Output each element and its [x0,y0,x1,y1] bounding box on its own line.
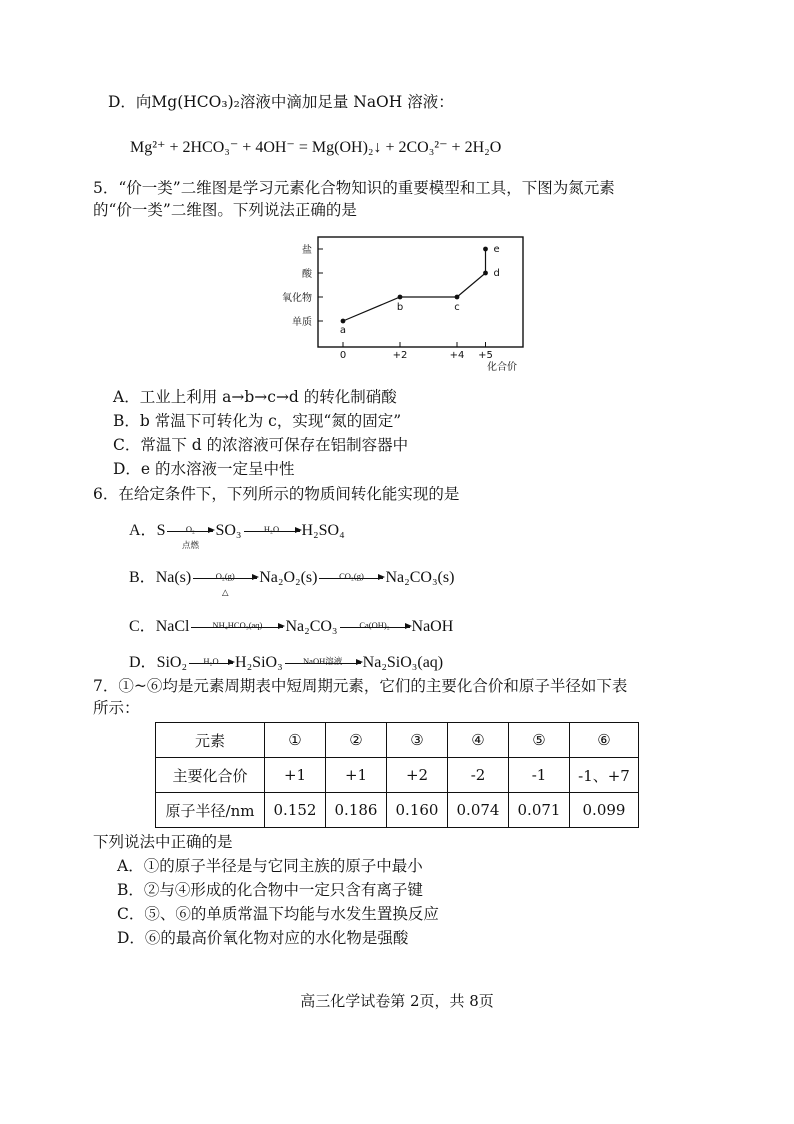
q7-option-c: C．⑤、⑥的单质常温下均能与水发生置换反应 [117,905,439,923]
q6-option-d [129,653,443,673]
table-cell: -1、+7 [570,758,639,793]
q6-a-arrow1 [167,523,213,550]
q6-b-s3: Na₂CO₃(s) [385,569,455,586]
q7-prompt: 下列说法中正确的是 [93,833,233,851]
q6-b-arrow1-bot: △ [221,586,229,597]
data-label-d: d [493,268,500,279]
table-cell: -2 [448,758,509,793]
q5-stem-line2: 的“价一类”二维图。下列说法正确的是 [93,201,357,219]
q5-option-d: D．e 的水溶液一定呈中性 [113,460,295,478]
q6-d-s2: H₂SiO₃ [235,654,283,671]
q6-c-arrow1-top: NH₄HCO₃(aq) [212,619,263,630]
table-cell: -1 [509,758,570,793]
q6-c-s3: NaOH [411,618,454,635]
q7-option-a: A．①的原子半径是与它同主族的原子中最小 [117,857,423,875]
q6-a-arrow2 [244,523,300,534]
x-tick-label: +2 [392,350,408,361]
table-cell: 0.074 [448,793,509,828]
table-row [156,793,639,828]
y-category-label: 氧化物 [282,293,312,304]
q6-d-arrow2 [285,655,361,666]
table-header-row [156,723,639,758]
q6-c-s1: NaCl [155,618,190,635]
q7-option-b: B．②与④形成的化合物中一定只含有离子键 [117,881,423,899]
data-point-e [483,247,488,252]
table-cell: 主要化合价 [156,758,265,793]
q6-option-b [129,568,455,597]
table-cell: +1 [326,758,387,793]
q7-option-d: D．⑥的最高价氧化物对应的水化物是强酸 [117,929,409,947]
table-header-cell: 元素 [156,723,265,758]
table-cell: 原子半径/nm [156,793,265,828]
table-cell: 0.160 [387,793,448,828]
table-row [156,758,639,793]
q5-option-c: C．常温下 d 的浓溶液可保存在铝制容器中 [113,436,409,454]
q6-c-arrow2 [340,619,410,630]
element-properties-table [155,722,639,828]
q6-c-arrow2-top: Ca(OH)₂ [359,619,390,630]
data-point-c [455,295,460,300]
series-line [343,273,486,321]
x-tick-label: +4 [449,350,465,361]
q6-d-arrow1-top: H₂O [203,655,219,666]
data-point-d [483,271,488,276]
q6-c-arrow1 [191,619,283,630]
table-cell: 0.099 [570,793,639,828]
q6-d-arrow2-top: NaOH溶液 [303,655,343,666]
q5-stem-line1: 5．“价一类”二维图是学习元素化合物知识的重要模型和工具，下图为氮元素 [93,179,615,197]
y-category-label: 盐 [302,245,312,256]
table-header-cell: ① [265,723,326,758]
data-label-c: c [454,302,460,313]
q6-d-prefix: D． [129,654,157,671]
data-point-b [398,295,403,300]
table-cell: 0.071 [509,793,570,828]
q6-a-prefix: A． [129,522,157,539]
data-label-e: e [493,244,500,255]
data-point-a [341,319,346,324]
q6-b-arrow2-top: CO₂(g) [339,570,364,581]
x-tick-label: 0 [339,350,347,361]
q6-d-s1: SiO₂ [156,654,188,671]
y-category-label: 酸 [302,269,312,280]
q6-b-s2: Na₂O₂(s) [259,569,318,586]
table-header-cell: ② [326,723,387,758]
q6-d-arrow1 [189,655,233,666]
chart-plot-frame [318,237,523,347]
q6-a-arrow1-bot: 点燃 [181,539,199,550]
q5-option-b: B．b 常温下可转化为 c，实现“氮的固定” [113,412,402,430]
table-header-cell: ③ [387,723,448,758]
nitrogen-valence-class-chart [268,232,528,372]
q7-stem-line2: 所示： [93,699,140,717]
q6-a-s3: H₂SO₄ [301,522,345,539]
page-footer: 高三化学试卷第 2页，共 8页 [300,992,494,1010]
q6-b-s1: Na(s) [155,569,192,586]
q6-b-arrow1 [193,570,257,597]
table-header-cell: ⑥ [570,723,639,758]
q6-b-prefix: B． [129,569,156,586]
y-category-label: 单质 [292,317,312,328]
q6-stem: 6．在给定条件下，下列所示的物质间转化能实现的是 [93,485,460,503]
q6-c-s2: Na₂CO₃ [285,618,338,635]
x-tick-label: +5 [478,350,493,361]
q6-c-prefix: C． [129,618,156,635]
table-cell: 0.152 [265,793,326,828]
table-cell: 0.186 [326,793,387,828]
table-header-cell: ⑤ [509,723,570,758]
q4-option-d: D．向Mg(HCO₃)₂溶液中滴加足量 NaOH 溶液： [108,93,454,111]
table-header-cell: ④ [448,723,509,758]
q6-option-c [129,617,453,637]
data-label-b: b [396,302,404,313]
table-cell: +1 [265,758,326,793]
q6-b-arrow1-top: O₂(g) [215,570,235,581]
q6-d-s3: Na₂SiO₃(aq) [362,654,444,671]
q5-option-a: A．工业上利用 a→b→c→d 的转化制硝酸 [113,388,397,406]
q4-option-d-equation: Mg²⁺ + 2HCO₃⁻ + 4OH⁻ = Mg(OH)₂↓ + 2CO₃²⁻ + 2H₂O [130,139,502,156]
q6-a-s2: SO₃ [215,522,242,539]
q6-a-arrow1-top: O₂ [185,523,196,534]
q6-option-a [129,521,345,550]
q6-b-arrow2 [319,570,383,581]
data-label-a: a [339,325,347,336]
q7-stem-line1: 7．①~⑥均是元素周期表中短周期元素，它们的主要化合价和原子半径如下表 [93,677,628,695]
x-axis-label: 化合价 [487,362,517,372]
q6-a-s1: S [156,522,166,539]
table-cell: +2 [387,758,448,793]
q6-a-arrow2-top: H₂O [263,523,280,534]
